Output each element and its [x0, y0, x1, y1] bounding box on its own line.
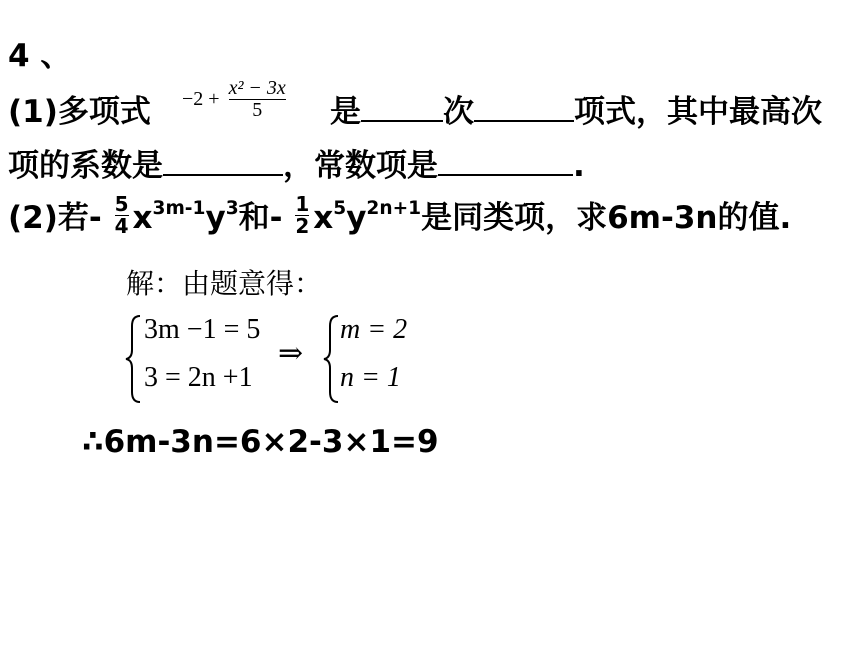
sys1-row2: 3 = 2n +1 [144, 362, 253, 393]
sys2-row2: n = 1 [340, 362, 401, 393]
part2-line: (2)若- $\frac{5}{4}$ $x^{3m-1}y^3$和- $\frac{1}{2}$ $x^5y^{2n+1}$是同类项，求6m-3n的值. [8, 192, 792, 238]
part1-line2: 项的系数是 ，常数项是 . [8, 148, 585, 184]
blank-coefficient [163, 148, 283, 176]
fraction-1-2: $\frac{1}{2}$ [295, 192, 310, 238]
blank-degree [361, 94, 443, 122]
polynomial-expression [182, 78, 286, 121]
poly-numerator: x² − 3x [228, 77, 286, 99]
right-brace [322, 314, 342, 404]
poly-fraction [229, 78, 286, 121]
poly-denominator: 5 [252, 99, 263, 121]
implies-arrow: ⇒ [278, 337, 304, 370]
part2-label: (2)若- [8, 200, 102, 236]
sys2-row1: m = 2 [340, 314, 408, 345]
problem-number: 4 、 [8, 38, 72, 74]
part1-line1-rest: 是 次 项式，其中最高次 [330, 94, 822, 130]
part1-line1 [8, 86, 151, 131]
sys1-row1: 3m −1 = 5 [144, 314, 261, 345]
blank-terms [474, 94, 574, 122]
result-line: ∴6m-3n=6×2-3×1=9 [82, 424, 439, 460]
solution-intro: 解：由题意得： [126, 267, 323, 300]
part1-label: (1)多项式 [8, 94, 151, 130]
poly-lead: −2 + [182, 88, 220, 110]
fraction-5-4: $\frac{5}{4}$ [114, 192, 129, 238]
left-brace [124, 314, 144, 404]
blank-constant [438, 148, 573, 176]
equation-system [120, 310, 450, 410]
